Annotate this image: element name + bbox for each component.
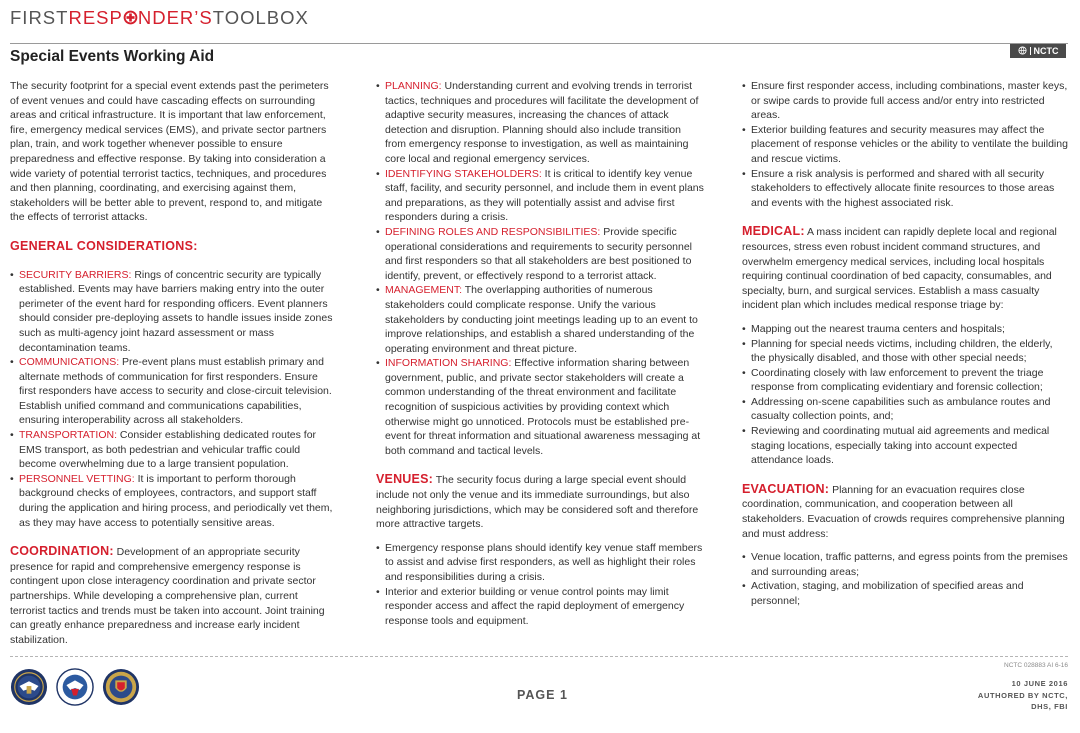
- list-item: • Mapping out the nearest trauma centers and hospitals;: [742, 322, 1068, 337]
- fbi-seal-icon: [102, 668, 140, 706]
- general-considerations-heading: GENERAL CONSIDERATIONS:: [10, 238, 198, 253]
- list-item: • Exterior building features and security measures may affect the placement of response vehicles or the ability to ventilate the building and rescue victims.: [742, 123, 1068, 167]
- list-item: • IDENTIFYING STAKEHOLDERS: It is critical to identify key venue staff, facility, and security personnel, and include them in event plans and preparations, as they will potentially assist and advise first responders during a crisis.: [376, 167, 704, 225]
- column-left: [10, 79, 335, 647]
- list-item: • Addressing on-scene capabilities such as ambulance routes and casualty collection points, and;: [742, 395, 1068, 424]
- list-item: • Venue location, traffic patterns, and egress points from the premises and surrounding areas;: [742, 550, 1068, 579]
- list-item: • Ensure first responder access, including combinations, master keys, or swipe cards to provide full access and/or entry into restricted areas.: [742, 79, 1068, 123]
- venues-paragraph: VENUES: The security focus during a large special event should include not only the venue and its immediate surroundings, but also neighboring jurisdictions, which may be considered soft and therefore more attractive targets.: [376, 472, 699, 531]
- brand-resp: RESP: [68, 7, 123, 28]
- agency-seals: [10, 668, 140, 706]
- co-agencies: DHS, FBI: [1031, 702, 1068, 711]
- list-item: • TRANSPORTATION: Consider establishing dedicated routes for EMS transport, as both pedestrian and vehicular traffic could become overwhelming due to a large transient population.: [10, 428, 335, 472]
- brand-title: [10, 9, 309, 28]
- brand-toolbox: TOOLBOX: [212, 7, 309, 28]
- list-item: • SECURITY BARRIERS: Rings of concentric security are typically established. Events may have barriers making entry into the outer perimeter of the event hard for responding officers. Event planners should consider pre-deploying assets to handle issues inside zones such as multi-agency joint hazard assessment or mass decontamination teams.: [10, 268, 335, 356]
- list-item: • DEFINING ROLES AND RESPONSIBILITIES: Provide specific operational considerations and requirements to security personnel and first responders so that all stakeholders are best positioned to identify, prevent, or effectively respond to a terrorist attack.: [376, 225, 704, 283]
- page-subtitle: Special Events Working Aid: [10, 48, 215, 65]
- intro-paragraph: The security footprint for a special event extends past the perimeters of event venues and could have cascading effects on surrounding areas and critical infrastructure. It is important that law enforcement, fire, emergency medical services (EMS), and private sector partners plan, train, and work together whenever possible to ensure preparedness and effective response. By taking into consideration a wide variety of potential terrorist tactics, techniques, and procedures and then planning, coordinating, and exercising against them, stakeholders will be better able to prevent, respond to, and mitigate the effects of terrorist attacks.: [10, 80, 329, 224]
- publication-date: 10 JUNE 2016: [1011, 679, 1068, 688]
- list-item: • COMMUNICATIONS: Pre-event plans must establish primary and alternate methods of communication for first responders. Ensure first responders have access to security and close-circuit television. Establish unified command and communications capabilities, ensuring interoperability across all stakeholders.: [10, 355, 335, 428]
- dni-seal-icon: [10, 668, 48, 706]
- list-item: • Activation, staging, and mobilization of specified areas and personnel;: [742, 579, 1068, 608]
- list-item: • Coordinating closely with law enforcement to prevent the triage response from complicating evidentiary and forensic collection;: [742, 366, 1068, 395]
- authored-by: AUTHORED BY NCTC,: [977, 690, 1068, 700]
- page-number: PAGE 1: [517, 688, 568, 702]
- column-middle: [376, 79, 704, 628]
- list-item: • Ensure a risk analysis is performed and shared with all security stakeholders to effectively allocate finite resources to those areas and events with the highest associated risk.: [742, 167, 1068, 211]
- nctc-badge: [1010, 44, 1066, 58]
- brand-apostrophe: ’: [194, 7, 200, 28]
- footer-dashed-rule: [10, 656, 1068, 657]
- coordination-paragraph: COORDINATION: Development of an appropriate security presence for rapid and comprehensive emergency response is contingent upon close interagency coordination and private sector partnerships. While developing a comprehensive plan, current terrorist tactics and trends must be taken into account. Joint training can greatly enhance preparedness and increase early incident stabilization.: [10, 544, 325, 646]
- list-item: • Reviewing and coordinating mutual aid agreements and medical staging locations, especially taking into account expected attendance loads.: [742, 424, 1068, 468]
- evacuation-paragraph: EVACUATION: Planning for an evacuation requires close coordination, communication, and cooperation between all stakeholders. Evacuation of crowds requires comprehensive planning and must address:: [742, 481, 1065, 540]
- medical-paragraph: MEDICAL: A mass incident can rapidly deplete local and regional resources, stress even robust incident command structures, and overwhelm emergency medical services, including local hospitals requiring continual coordination of bed capacity, consumables, and specialty, burn, and surgical services. Establish a mass casualty incident plan which includes medical response triage by:: [742, 224, 1057, 312]
- list-item: • MANAGEMENT: The overlapping authorities of numerous stakeholders could complicate response. Unify the various stakeholders by conducting joint meetings leading up to an event to improve relationships, and establish a shared understanding of the operating environment and threat picture.: [376, 283, 704, 356]
- brand-first: FIRST: [10, 7, 69, 28]
- badge-divider: [1030, 47, 1031, 55]
- document-number: NCTC 028883 AI 6-16: [1004, 662, 1068, 669]
- brand-nder: NDER: [137, 7, 195, 28]
- list-item: • INFORMATION SHARING: Effective information sharing between government, public, and private sector stakeholders will create a common understanding of the threat environment and facilitate recognition of suspicious activities by providing context which otherwise might go unnoticed. Protocols must be established pre-event for threat information and situational awareness messaging at both command and tactical levels.: [376, 356, 704, 458]
- globe-icon: [1018, 46, 1027, 57]
- column-right: [742, 79, 1068, 609]
- header-rule: [10, 43, 1068, 44]
- badge-label: NCTC: [1033, 46, 1059, 56]
- list-item: • Planning for special needs victims, including children, the elderly, the physically disabled, and those with other special needs;: [742, 337, 1068, 366]
- list-item: • Interior and exterior building or venue control points may limit responder access and affect the rapid deployment of emergency response tools and equipment.: [376, 585, 704, 629]
- list-item: • Emergency response plans should identify key venue staff members to assist and advise first responders, as well as highlight their roles and responsibilities during a crisis.: [376, 541, 704, 585]
- list-item: • PLANNING: Understanding current and evolving trends in terrorist tactics, techniques and procedures will facilitate the development of adaptive security measures, increasing the chances of attack detection and disruption. Planning should also include transition from emergency response to investigation, as well as maintaining core local and regional emergency services.: [376, 79, 704, 167]
- brand-o-icon: [123, 7, 138, 28]
- brand-s: S: [199, 7, 213, 28]
- dhs-seal-icon: [56, 668, 94, 706]
- publication-info: [960, 678, 1068, 713]
- list-item: • PERSONNEL VETTING: It is important to perform thorough background checks of employees, contractors, and support staff during the application and hiring process, and periodically vet them, as they may have access to potentially sensitive areas.: [10, 472, 335, 530]
